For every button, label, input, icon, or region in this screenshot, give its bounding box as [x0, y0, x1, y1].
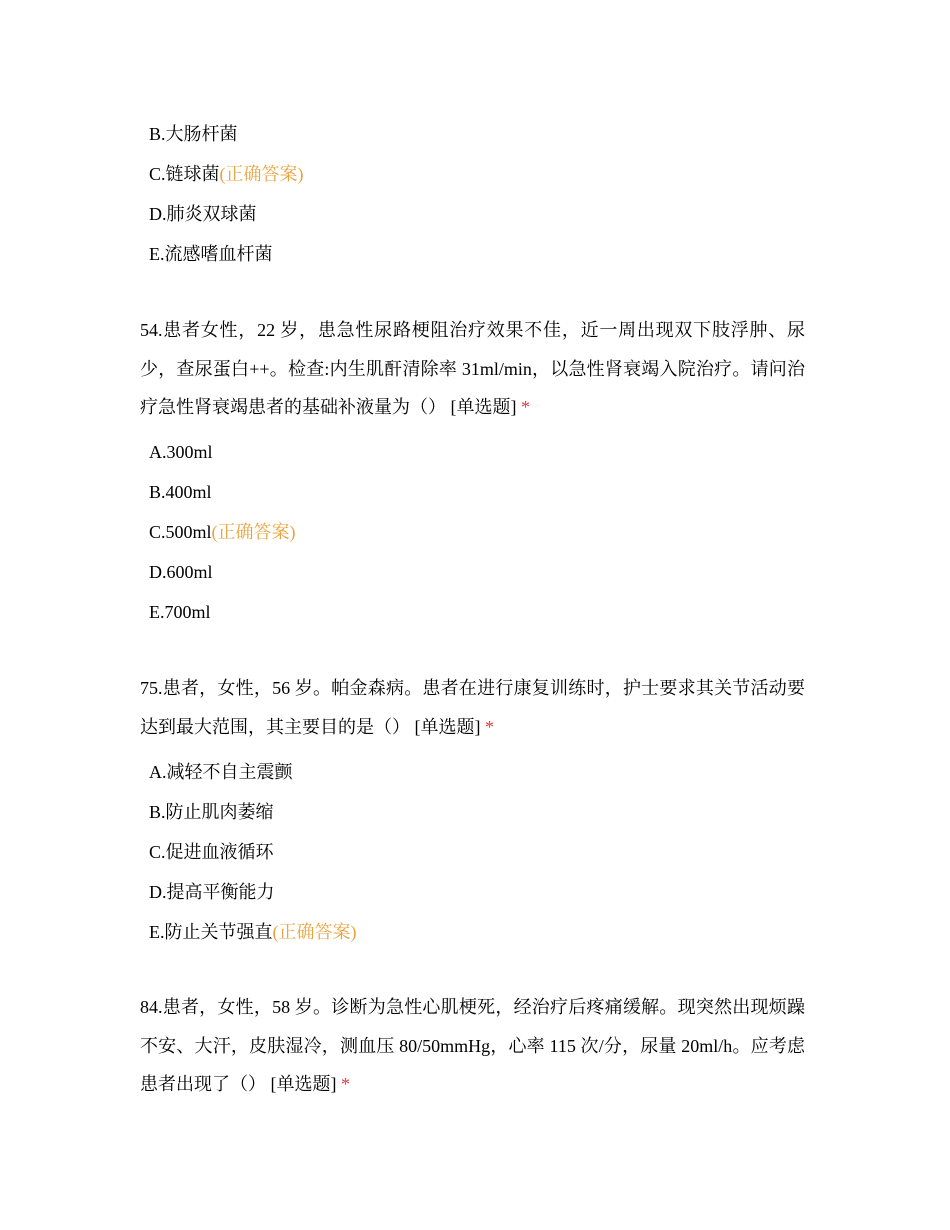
question-type: [单选题]: [450, 397, 517, 417]
correct-answer-label: (正确答案): [211, 522, 296, 542]
correct-answer-label: (正确答案): [219, 164, 304, 184]
option-e[interactable]: E.防止关节强直(正确答案): [149, 922, 357, 942]
correct-answer-label: (正确答案): [272, 922, 357, 942]
option-b[interactable]: B.大肠杆菌: [149, 124, 238, 144]
required-mark: *: [341, 1074, 350, 1094]
option-e[interactable]: E.700ml: [149, 602, 211, 622]
required-mark: *: [521, 397, 530, 417]
option-c[interactable]: C.促进血液循环: [149, 842, 274, 862]
question-75-text: 75.患者，女性，56 岁。帕金森病。患者在进行康复训练时，护士要求其关节活动要达到最大范围，其主要目的是（） [单选题] *: [140, 678, 805, 737]
option-a[interactable]: A.300ml: [149, 442, 213, 462]
option-b[interactable]: B.防止肌肉萎缩: [149, 802, 274, 822]
question-84-text: 84.患者，女性，58 岁。诊断为急性心肌梗死，经治疗后疼痛缓解。现突然出现烦躁不安、大汗，皮肤湿冷，测血压 80/50mmHg，心率 115 次/分，尿量 20ml/h。应考虑患者出现了（） [单选题] *: [140, 997, 805, 1094]
option-d[interactable]: D.肺炎双球菌: [149, 204, 257, 224]
required-mark: *: [485, 716, 494, 737]
option-a[interactable]: A.减轻不自主震颤: [149, 762, 293, 782]
question-type: [单选题]: [414, 716, 481, 737]
option-c[interactable]: C.500ml(正确答案): [149, 522, 296, 542]
option-d[interactable]: D.600ml: [149, 562, 213, 582]
option-e[interactable]: E.流感嗜血杆菌: [149, 244, 273, 264]
option-b[interactable]: B.400ml: [149, 482, 212, 502]
option-d[interactable]: D.提高平衡能力: [149, 882, 275, 902]
option-c[interactable]: C.链球菌(正确答案): [149, 164, 304, 184]
question-54-text: 54.患者女性，22 岁，患急性尿路梗阻治疗效果不佳，近一周出现双下肢浮肿、尿少，查尿蛋白++。检查:内生肌酐清除率 31ml/min，以急性肾衰竭入院治疗。请问治疗急性肾衰竭患者的基础补液量为（） [单选题] *: [140, 320, 805, 417]
question-type: [单选题]: [270, 1074, 337, 1094]
